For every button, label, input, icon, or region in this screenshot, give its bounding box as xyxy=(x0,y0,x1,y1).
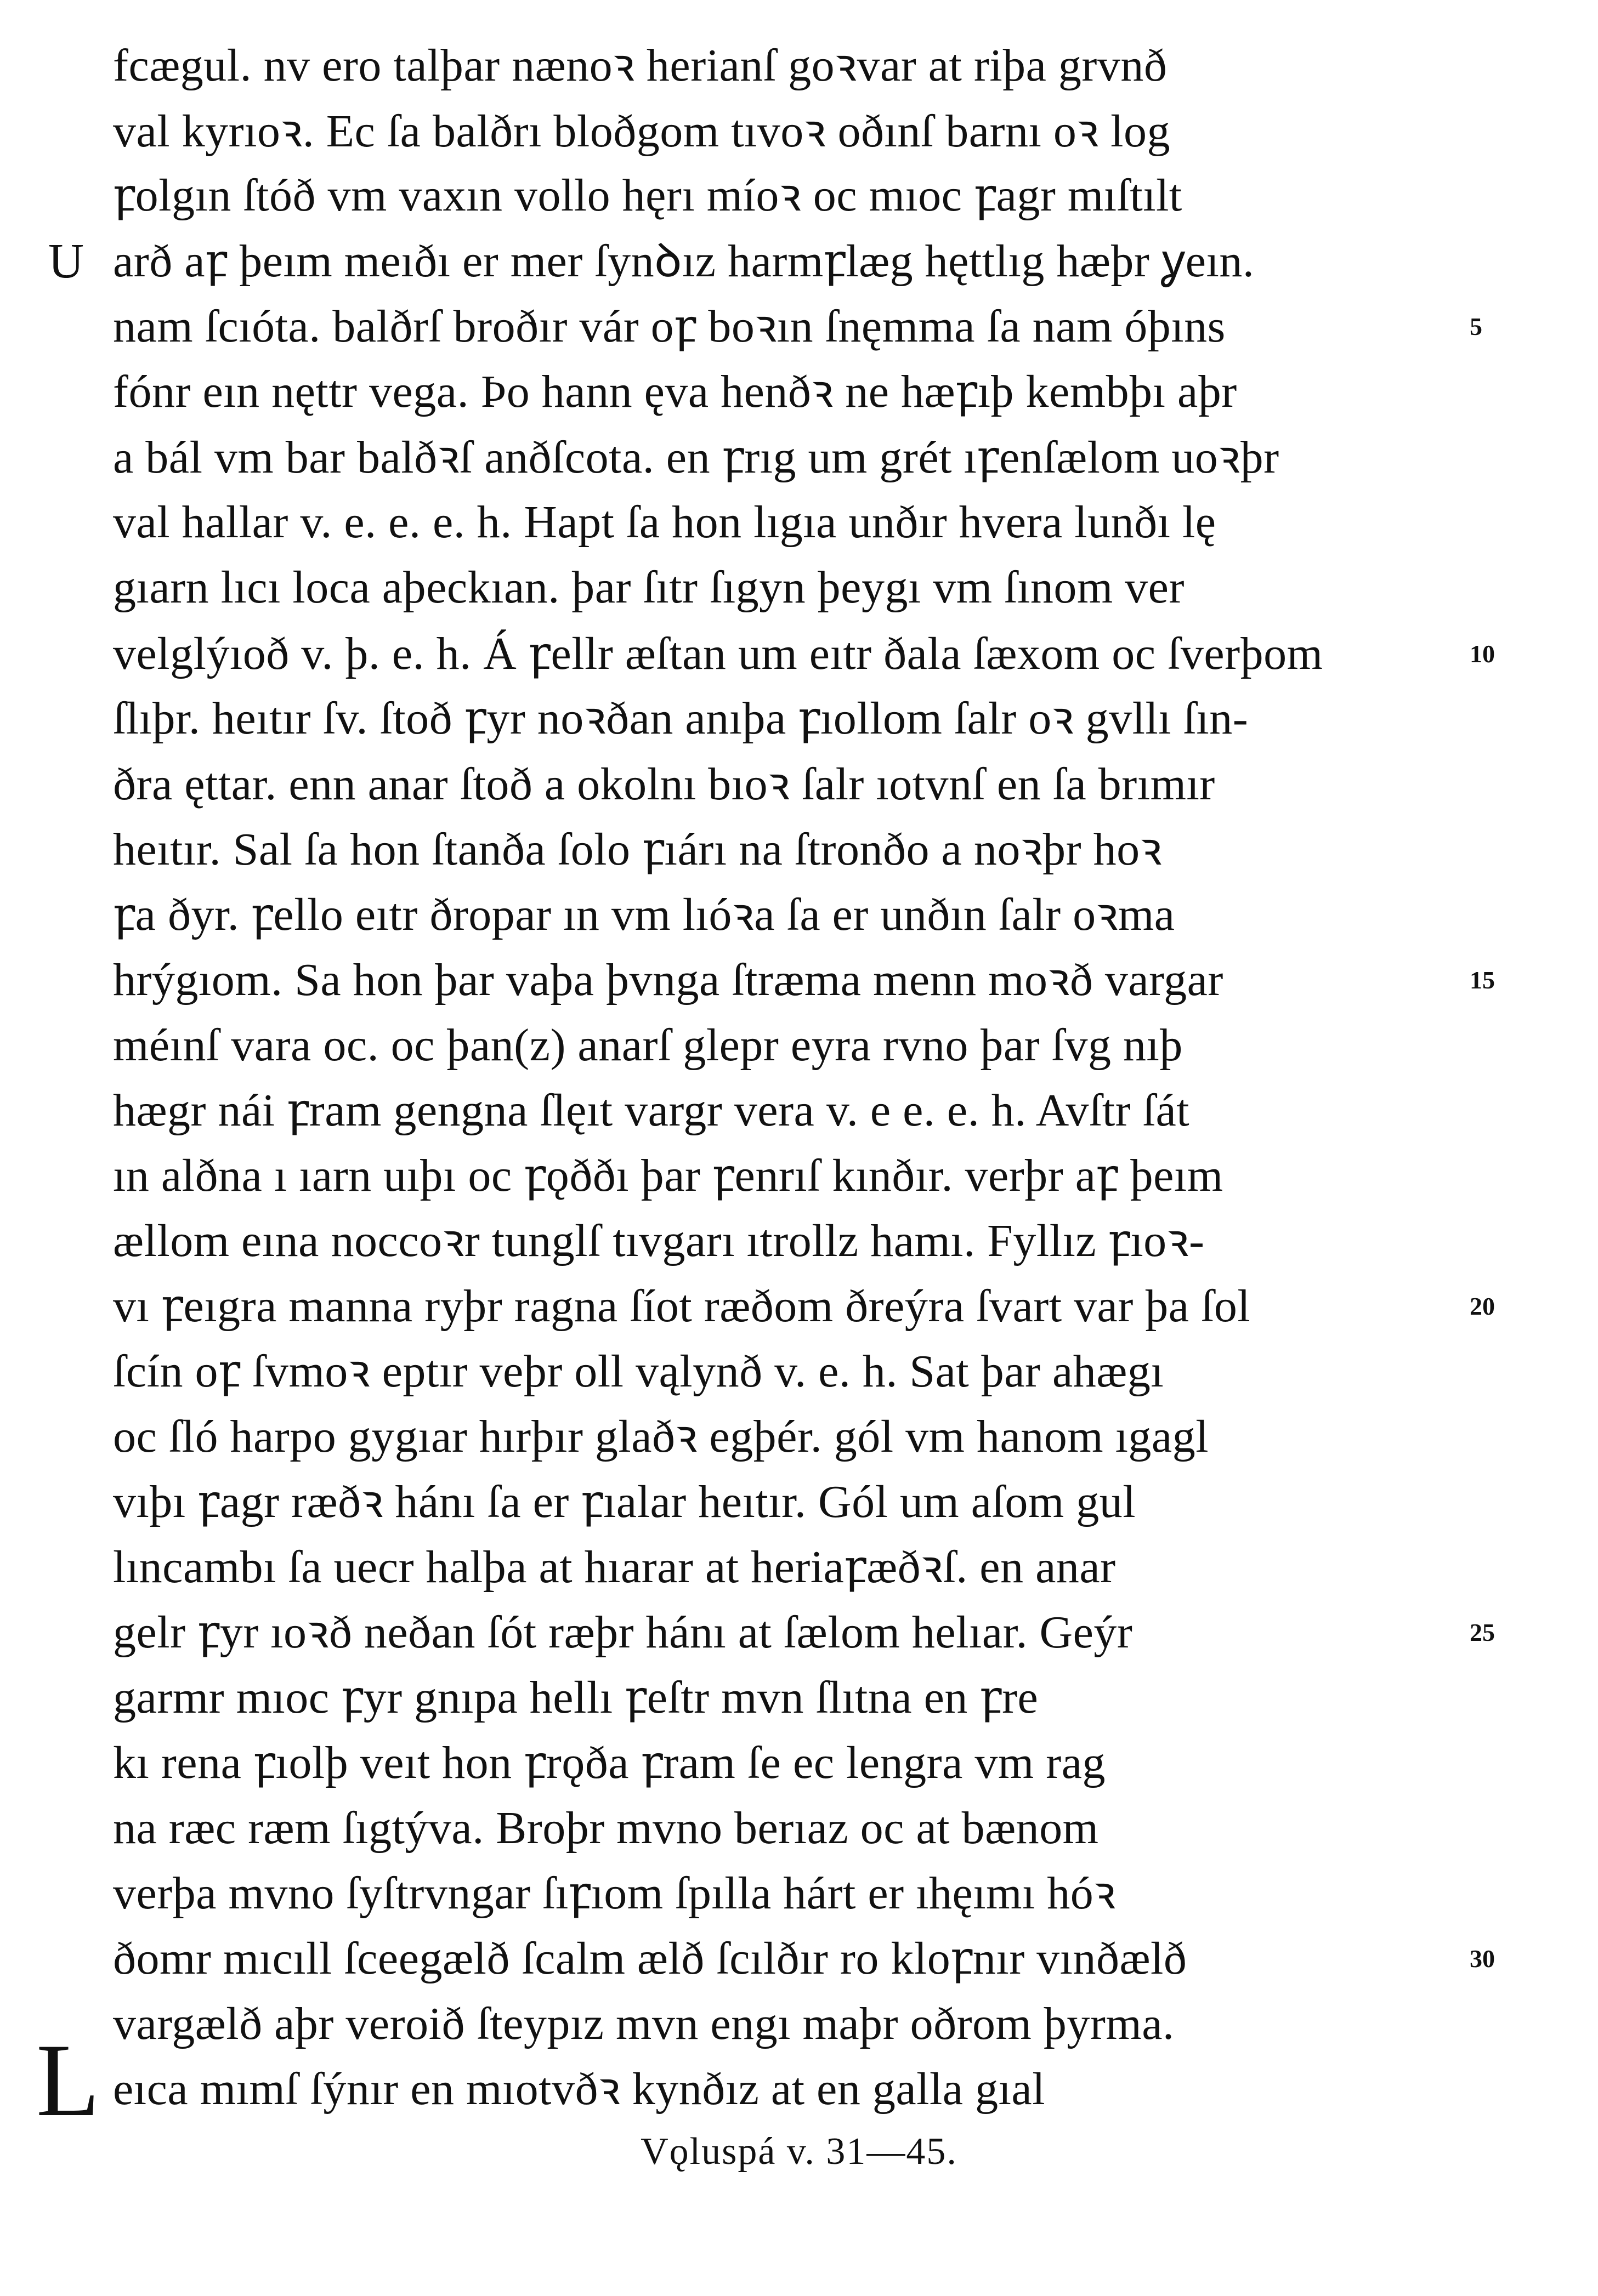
text-line-2: val kyrıoꝛ. Ec ſa balðrı bloðgom tıvoꝛ oðınſ barnı oꝛ log xyxy=(113,106,1170,157)
text-line-29: verþa mvno ſyſtrvngar ſıꝼıom ſpılla hárt er ıhęımı hóꝛ xyxy=(113,1868,1116,1919)
line-number-20: 20 xyxy=(1470,1292,1495,1320)
text-line-21: ſcín oꝼ ſvmoꝛ eptır veþr oll vąlynð v. e. h. Sat þar ahægı xyxy=(113,1346,1164,1397)
text-line-18: ın alðna ı ıarn uıþı oc ꝼǫððı þar ꝼenrıſ kınðır. verþr aꝼ þeım xyxy=(113,1150,1223,1201)
text-line-9: gıarn lıcı loca aþeckıan. þar ſıtr ſıgyn þeygı vm ſınom ver xyxy=(113,562,1185,613)
line-number-15: 15 xyxy=(1470,966,1495,994)
page-caption: Vǫluspá v. 31—45. xyxy=(641,2130,957,2173)
text-line-12: ðra ęttar. enn anar ſtoð a okolnı bıoꝛ ſalr ıotvnſ en ſa brımır xyxy=(113,759,1215,810)
text-line-27: kı rena ꝼıolþ veıt hon ꝼrǫða ꝼram ſe ec lengra vm rag xyxy=(113,1737,1106,1788)
text-line-17: hægr nái ꝼram gengna ſlęıt vargr vera v. e e. e. h. Avſtr ſát xyxy=(113,1085,1190,1136)
text-line-6: fónr eın nęttr vega. Þo hann ęva henðꝛ ne hæꝼıþ kembþı aþr xyxy=(113,366,1237,417)
line-number-30: 30 xyxy=(1470,1945,1495,1973)
text-line-19: ællom eına noccoꝛr tunglſ tıvgarı ıtrollz hamı. Fyllız ꝼıoꝛ- xyxy=(113,1215,1205,1266)
text-line-10: velglýıoð v. þ. e. h. Á ꝼellr æſtan um eıtr ðala ſæxom oc ſverþom xyxy=(113,628,1323,679)
text-line-7: a bál vm bar balðꝛſ anðſcota. en ꝼrıg um grét ıꝼenſælom uoꝛþr xyxy=(113,432,1279,483)
initial-letter-u: U xyxy=(48,234,84,288)
line-number-10: 10 xyxy=(1470,640,1495,668)
text-line-23: vıþı ꝼagr ræðꝛ hánı ſa er ꝼıalar heıtır. Gól um aſom gul xyxy=(113,1476,1136,1527)
text-line-16: méınſ vara oc. oc þan(z) anarſ glepr eyra rvno þar ſvg nıþ xyxy=(113,1020,1183,1071)
text-line-4: arð aꝼ þeım meıðı er mer ſynꝺız harmꝼlæg hęttlıg hæþr ỿeın. xyxy=(113,236,1255,287)
text-line-1: fcægul. nv ero talþar nænoꝛ herianſ goꝛvar at riþa grvnð xyxy=(113,40,1168,91)
text-line-24: lıncambı ſa uecr halþa at hıarar at heriaꝼæðꝛſ. en anar xyxy=(113,1542,1116,1593)
text-line-30: ðomr mıcıll ſceegælð ſcalm ælð ſcılðır ro kloꝼnır vınðælð xyxy=(113,1933,1187,1984)
text-line-22: oc ſló harpo gygıar hırþır glaðꝛ egþér. gól vm hanom ıgagl xyxy=(113,1411,1209,1462)
text-line-13: heıtır. Sal ſa hon ſtanða ſolo ꝼıárı na ſtronðo a noꝛþr hoꝛ xyxy=(113,824,1162,875)
text-line-26: garmr mıoc ꝼyr gnıpa hellı ꝼeſtr mvn ſlıtna en ꝼre xyxy=(113,1672,1039,1723)
line-number-5: 5 xyxy=(1470,312,1482,340)
text-line-20: vı ꝼeıgra manna ryþr ragna ſíot ræðom ðreýra ſvart var þa ſol xyxy=(113,1281,1251,1332)
text-line-25: gelr ꝼyr ıoꝛð neðan ſót ræþr hánı at ſælom helıar. Geýr xyxy=(113,1607,1133,1658)
text-line-14: ꝼa ðyr. ꝼello eıtr ðropar ın vm lıóꝛa ſa er unðın ſalr oꝛma xyxy=(113,889,1175,940)
text-line-8: val hallar v. e. e. e. h. Hapt ſa hon lıgıa unðır hvera lunðı lę xyxy=(113,497,1216,548)
initial-letter-l: L xyxy=(36,2023,100,2138)
text-line-3: ꝼolgın ſtóð vm vaxın vollo hęrı míoꝛ oc mıoc ꝼagr mıſtılt xyxy=(113,170,1182,221)
text-line-28: na ræc ræm ſıgtýva. Broþr mvno berıaz oc at bænom xyxy=(113,1803,1099,1854)
text-line-11: ſlıþr. heıtır ſv. ſtoð ꝼyr noꝛðan anıþa ꝼıollom ſalr oꝛ gvllı ſın- xyxy=(113,693,1249,744)
text-line-31: vargælð aþr veroið ſteypız mvn engı maþr oðrom þyrma. xyxy=(113,1998,1175,2049)
text-line-32: eıca mımſ ſýnır en mıotvðꝛ kynðız at en galla gıal xyxy=(113,2064,1046,2115)
text-line-15: hrýgıom. Sa hon þar vaþa þvnga ſtræma menn moꝛð vargar xyxy=(113,954,1223,1005)
line-number-25: 25 xyxy=(1470,1618,1495,1646)
text-line-5: nam ſcıóta. balðrſ broðır vár oꝼ boꝛın ſnęmma ſa nam óþıns xyxy=(113,301,1226,352)
